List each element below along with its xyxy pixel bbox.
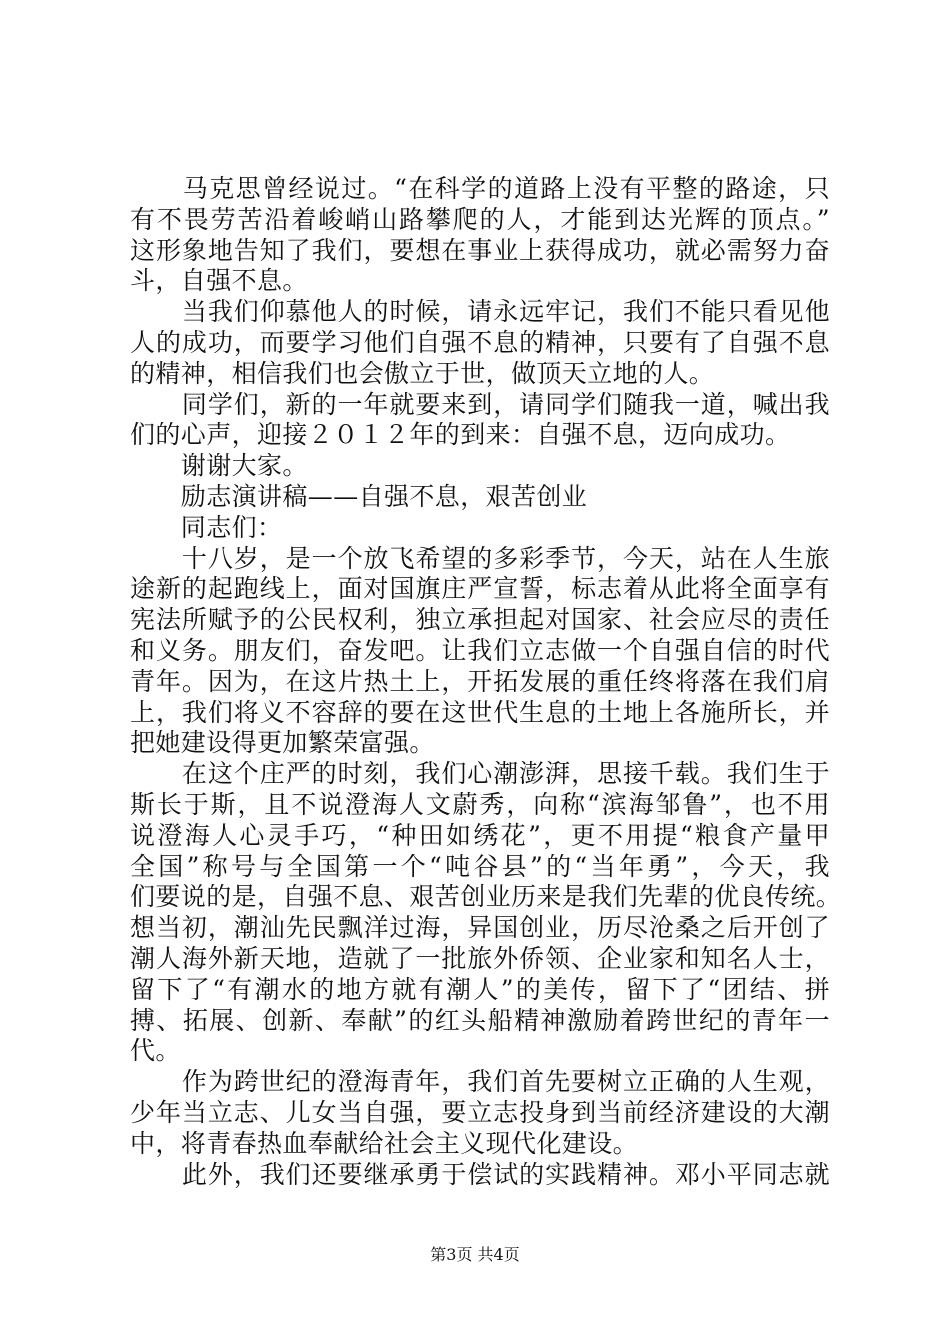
text-line: 想当初，潮汕先民飘洋过海，异国创业，历尽沧桑之后开创了 xyxy=(130,913,830,943)
text-line: 全国”称号与全国第一个“吨谷县”的“当年勇”，今天，我 xyxy=(130,851,830,881)
text-line: 途新的起跑线上，面对国旗庄严宣誓，标志着从此将全面享有 xyxy=(130,574,830,604)
text-line: 留下了“有潮水的地方就有潮人”的美传，留下了“团结、拼 xyxy=(130,974,830,1004)
text-line: 的精神，相信我们也会傲立于世，做顶天立地的人。 xyxy=(130,358,715,388)
text-line: 斗，自强不息。 xyxy=(130,266,308,296)
text-line: 把她建设得更加繁荣富强。 xyxy=(130,728,435,758)
text-line: 代。 xyxy=(130,1036,181,1066)
text-line: 宪法所赋予的公民权利，独立承担起对国家、社会应尽的责任 xyxy=(130,605,830,635)
text-line: 少年当立志、儿女当自强，要立志投身到当前经济建设的大潮 xyxy=(130,1098,830,1127)
text-line: 们的心声，迎接２０１２年的到来：自强不息，迈向成功。 xyxy=(130,420,791,450)
text-line: 上，我们将义不容辞的要在这世代生息的土地上各施所长，并 xyxy=(130,697,830,727)
page-number-footer: 第3页 共4页 xyxy=(430,1245,520,1264)
text-line: 在这个庄严的时刻，我们心潮澎湃，思接千载。我们生于 xyxy=(130,759,830,789)
text-line: 马克思曾经说过。“在科学的道路上没有平整的路途，只 xyxy=(130,174,830,203)
text-line: 说澄海人心灵手巧，“种田如绣花”，更不用提“粮食产量甲 xyxy=(130,820,830,850)
text-line: 同学们，新的一年就要来到，请同学们随我一道，喊出我 xyxy=(130,389,830,419)
text-line: 同志们： xyxy=(130,512,283,542)
text-line: 中，将青春热血奉献给社会主义现代化建设。 xyxy=(130,1128,639,1158)
text-line: 和义务。朋友们，奋发吧。让我们立志做一个自强自信的时代 xyxy=(130,636,830,665)
text-line: 此外，我们还要继承勇于偿试的实践精神。邓小平同志就 xyxy=(130,1159,830,1189)
text-line: 十八岁，是一个放飞希望的多彩季节，今天，站在人生旅 xyxy=(130,543,830,573)
text-line: 人的成功，而要学习他们自强不息的精神，只要有了自强不息 xyxy=(130,328,830,357)
text-line: 有不畏劳苦沿着峻峭山路攀爬的人，才能到达光辉的顶点。” xyxy=(130,204,830,234)
section-heading: 励志演讲稿——自强不息，艰苦创业 xyxy=(130,482,588,511)
text-line: 这形象地告知了我们，要想在事业上获得成功，就必需努力奋 xyxy=(130,235,830,265)
text-line: 潮人海外新天地，造就了一批旅外侨领、企业家和知名人士， xyxy=(130,944,830,973)
text-line: 搏、拓展、创新、奉献”的红头船精神激励着跨世纪的青年一 xyxy=(130,1005,830,1035)
text-line: 们要说的是，自强不息、艰苦创业历来是我们先辈的优良传统。 xyxy=(130,882,842,912)
text-line: 谢谢大家。 xyxy=(130,451,308,481)
text-line: 斯长于斯，且不说澄海人文蔚秀，向称“滨海邹鲁”，也不用 xyxy=(130,790,830,819)
text-line: 作为跨世纪的澄海青年，我们首先要树立正确的人生观， xyxy=(130,1067,830,1097)
text-line: 青年。因为，在这片热土上，开拓发展的重任终将落在我们肩 xyxy=(130,666,830,696)
text-line: 当我们仰慕他人的时候，请永远牢记，我们不能只看见他 xyxy=(130,297,830,327)
